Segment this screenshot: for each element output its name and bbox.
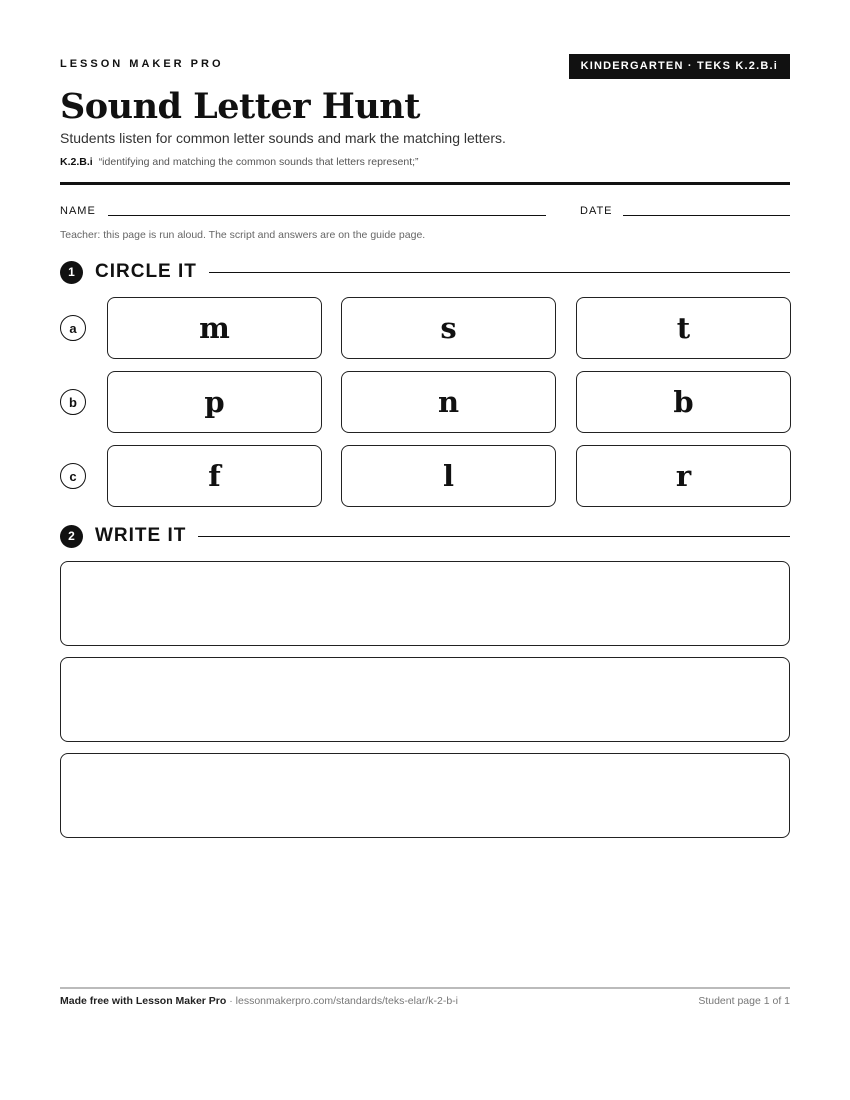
name-field[interactable] (108, 215, 546, 216)
footer-url[interactable]: lessonmakerpro.com/standards/teks-elar/k-2-b-i (235, 995, 458, 1007)
teacher-note: Teacher: this page is run aloud. The script and answers are on the guide page. (60, 229, 426, 241)
page-subtitle: Students listen for common letter sounds and mark the matching letters. (60, 130, 506, 146)
row-label-a: a (60, 315, 86, 341)
standard-text: “identifying and matching the common sounds that letters represent;” (98, 156, 419, 168)
section-circle-it-header (60, 260, 790, 284)
letter-choice[interactable]: r (576, 445, 791, 507)
brand-name: LESSON MAKER PRO (60, 58, 224, 70)
date-label: DATE (580, 205, 613, 217)
date-field[interactable] (623, 215, 790, 216)
footer-page-info: Student page 1 of 1 (698, 995, 790, 1007)
section-write-it-header (60, 524, 790, 548)
section-title: CIRCLE IT (95, 261, 197, 282)
name-label: NAME (60, 205, 96, 217)
footer-made-with: Made free with Lesson Maker Pro (60, 995, 227, 1007)
letter-choice[interactable]: s (341, 297, 556, 359)
letter-choice[interactable]: p (107, 371, 322, 433)
standard-line (60, 156, 419, 168)
write-box[interactable] (60, 561, 790, 646)
row-label-c: c (60, 463, 86, 489)
write-box[interactable] (60, 753, 790, 838)
page-title: Sound Letter Hunt (60, 86, 420, 127)
worksheet-page (60, 0, 790, 1100)
letter-choice[interactable]: l (341, 445, 556, 507)
section-divider (198, 536, 790, 537)
section-divider (209, 272, 790, 273)
letter-choice[interactable]: m (107, 297, 322, 359)
letter-choice[interactable]: t (576, 297, 791, 359)
footer-separator: · (226, 995, 236, 1007)
write-box[interactable] (60, 657, 790, 742)
row-label-b: b (60, 389, 86, 415)
grade-badge: KINDERGARTEN · TEKS K.2.B.i (569, 54, 790, 79)
footer-credit (60, 995, 458, 1007)
header-divider (60, 182, 790, 185)
section-number-badge: 2 (60, 525, 83, 548)
footer-divider (60, 987, 790, 989)
section-title: WRITE IT (95, 525, 187, 546)
letter-choice[interactable]: b (576, 371, 791, 433)
letter-choice[interactable]: f (107, 445, 322, 507)
section-number-badge: 1 (60, 261, 83, 284)
letter-choice[interactable]: n (341, 371, 556, 433)
standard-code: K.2.B.i (60, 156, 93, 168)
